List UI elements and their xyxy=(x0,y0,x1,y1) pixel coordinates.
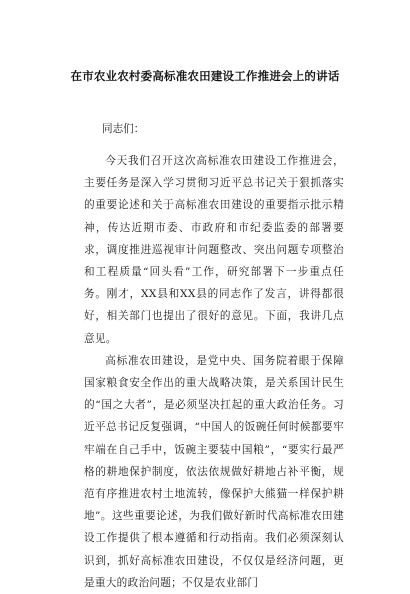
paragraph: 今天我们召开这次高标准农田建设工作推进会，主要任务是深入学习贯彻习近平总书记关于狠抓落实的重要论述和关于高标准农田建设的重要指示批示精神，传达近期市委、市政府和市纪委监委的部署要求，调度推进巡视审计问题整改、突出问题专项整治和工程质量“回头看”工作，研究部署下一步重点任务。刚才，XX县和XX县的同志作了发言，讲得都很好，相关部门也提出了很好的意见。下面，我讲几点意见。 xyxy=(84,155,344,345)
document-body xyxy=(84,118,344,594)
document-title: 在市农业农村委高标准农田建设工作推进会上的讲话 xyxy=(70,69,340,83)
salutation: 同志们： xyxy=(102,123,145,135)
paragraph: 高标准农田建设，是党中央、国务院着眼于保障国家粮食安全作出的重大战略决策，是关系国计民生的“国之大者”，是必须坚决扛起的重大政治任务。习近平总书记反复强调，“中国人的饭碗任何时候都要牢牢端在自己手中，饭碗主要装中国粮”，“要实行最严格的耕地保护制度，依法依规做好耕地占补平衡，规范有序推进农村土地流转，像保护大熊猫一样保护耕地”。这些重要论述，为我们做好新时代高标准农田建设工作提供了根本遵循和行动指南。我们必须深刻认识到，抓好高标准农田建设，不仅仅是经济问题，更是重大的政治问题；不仅是农业部门 xyxy=(84,354,344,589)
